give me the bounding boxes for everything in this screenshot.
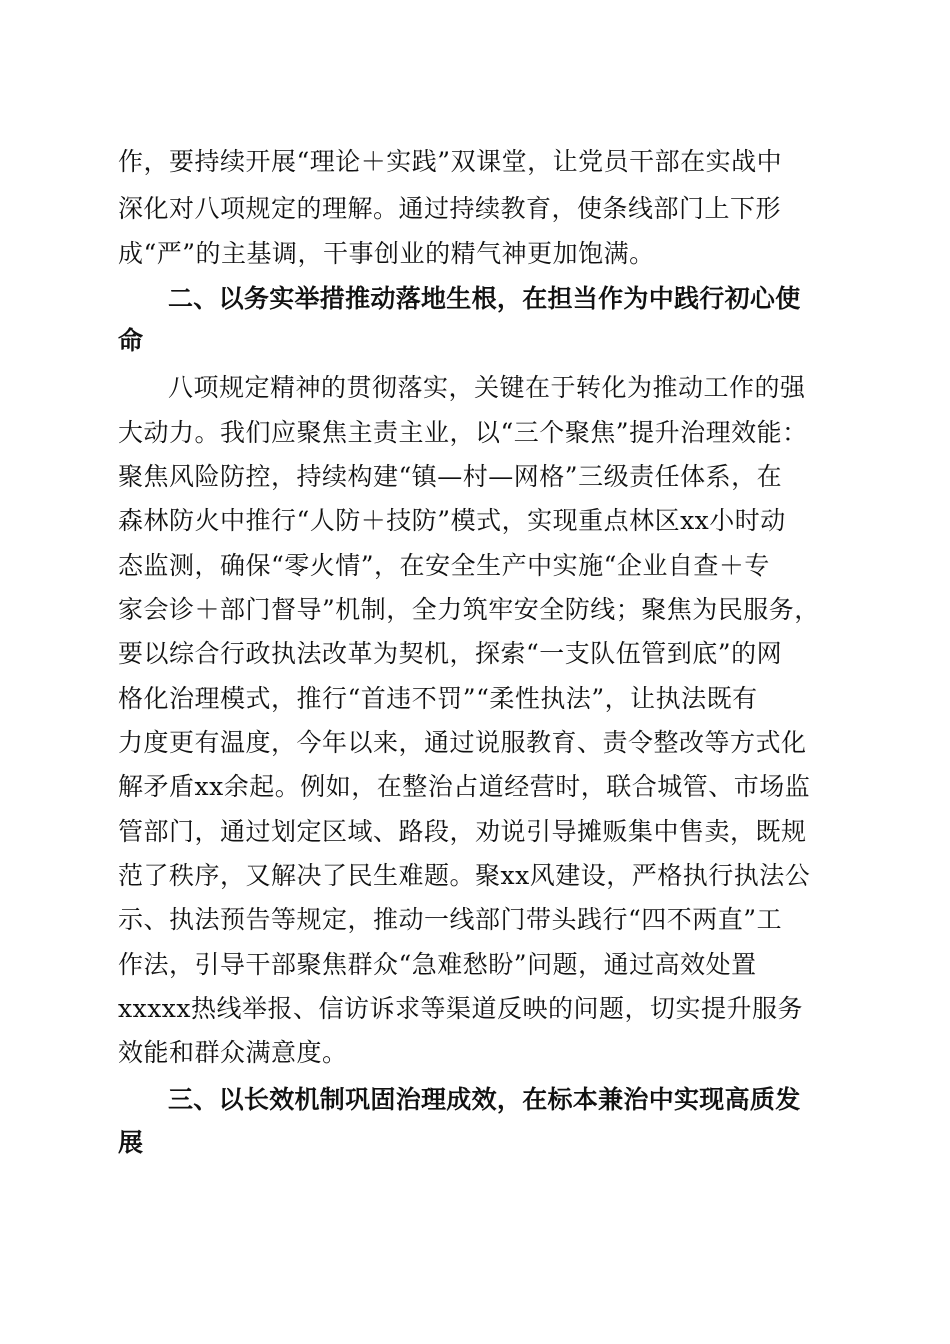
paragraph-line: 八项规定精神的贯彻落实，关键在于转化为推动工作的强 <box>168 373 806 402</box>
paragraph-line: 作法，引导干部聚焦群众“急难愁盼”问题，通过高效处置 <box>118 950 757 979</box>
paragraph-line: 范了秩序，又解决了民生难题。聚xx风建设，严格执行执法公 <box>118 861 811 890</box>
paragraph-line: xxxxx热线举报、信访诉求等渠道反映的问题，切实提升服务 <box>118 994 803 1023</box>
section-heading: 展 <box>118 1128 144 1157</box>
paragraph-line: 作，要持续开展“理论＋实践”双课堂，让党员干部在实战中 <box>118 147 783 176</box>
paragraph-line: 成“严”的主基调，干事创业的精气神更加饱满。 <box>118 239 655 268</box>
paragraph-line: 态监测，确保“零火情”，在安全生产中实施“企业自查＋专 <box>118 551 770 580</box>
section-heading: 二、以务实举措推动落地生根，在担当作为中践行初心使 <box>168 284 801 313</box>
paragraph-line: 效能和群众满意度。 <box>118 1038 348 1067</box>
paragraph-line: 要以综合行政执法改革为契机，探索“一支队伍管到底”的网 <box>118 639 783 668</box>
paragraph-line: 家会诊＋部门督导”机制，全力筑牢安全防线；聚焦为民服务， <box>118 595 820 624</box>
paragraph-line: 格化治理模式，推行“首违不罚”“柔性执法”，让执法既有 <box>118 684 758 713</box>
paragraph-line: 力度更有温度，今年以来，通过说服教育、责令整改等方式化 <box>118 728 807 757</box>
paragraph-line: 大动力。我们应聚焦主责主业，以“三个聚焦”提升治理效能： <box>118 418 808 447</box>
paragraph-line: 聚焦风险防控，持续构建“镇—村—网格”三级责任体系，在 <box>118 462 783 491</box>
paragraph-line: 示、执法预告等规定，推动一线部门带头践行“四不两直”工 <box>118 905 783 934</box>
paragraph-line: 深化对八项规定的理解。通过持续教育，使条线部门上下形 <box>118 194 782 223</box>
paragraph-line: 森林防火中推行“人防＋技防”模式，实现重点林区xx小时动 <box>118 506 786 535</box>
section-heading: 命 <box>118 326 144 355</box>
section-heading: 三、以长效机制巩固治理成效，在标本兼治中实现高质发 <box>168 1085 801 1114</box>
paragraph-line: 管部门，通过划定区域、路段，劝说引导摊贩集中售卖，既规 <box>118 817 807 846</box>
paragraph-line: 解矛盾xx余起。例如，在整治占道经营时，联合城管、市场监 <box>118 772 811 801</box>
